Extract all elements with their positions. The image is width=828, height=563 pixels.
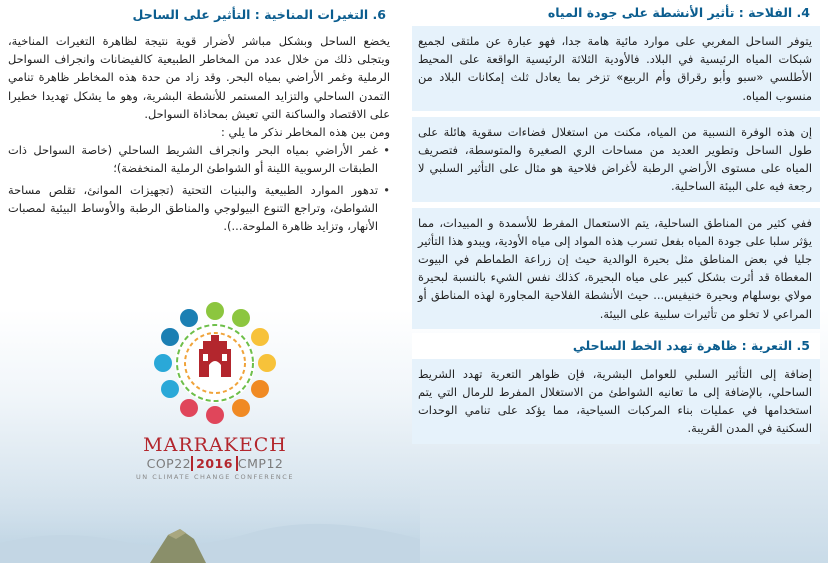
section-4-paragraph-2: إن هذه الوفرة النسبية من المياه، مكنت من استغلال فضاءات سقوية هائلة على طول الساحل وتطوير العديد من مساحات الري الصغيرة والمتوسطة، فتصريف المياه على مستوى الأراضي الرطبة لأغراض فلاحية هو مثال على التأثير السلبي لا رجعة فيه على البيئة الساحلية. bbox=[412, 117, 820, 202]
section-5-paragraph-1: إضافة إلى التأثير السلبي للعوامل البشرية، فإن ظواهر التعرية تهدد الشريط الساحلي، بالإضافة إلى ما تعانيه الشواطئ من الاستغلال المفرط للرمال التي يتم استخدامها في عمليات بناء المركبات السياحية، مما يؤكد على تنامي الوحدات السكنية في المدن القريبة. bbox=[412, 359, 820, 444]
section-6-paragraph-1: يخضع الساحل وبشكل مباشر لأضرار قوية نتيجة لظاهرة التغيرات المناخية، ويتجلى ذلك من خلال عدد من المخاطر الطبيعية كالفيضانات وانجراف السواحل الرملية وغمر الأراضي بمياه البحر. وقد زاد من حدة هذه المخاطر ظاهرة تنامي التمدن الساحلي والتزايد المستمر للأنشطة البشرية، وهو ما يشكل تهديدا خطيرا على الاقتصاد والساكنة التي تعيش بمحاذاة السواحل. bbox=[8, 34, 390, 121]
right-column bbox=[412, 0, 820, 444]
section-6-bullet-2: • تدهور الموارد الطبيعية والبنيات التحتية (تجهيزات الموانئ، تقلص مساحة الشواطئ، وتراجع التنوع البيولوجي والمناطق الرطبة والأوساط البيئية لمصبات الأنهار، وتزايد ظاهرة الملوحة...). bbox=[0, 181, 396, 236]
cop22-logo bbox=[120, 300, 310, 480]
section-4-heading: 4. الفلاحة : تأثير الأنشطة على جودة المياه bbox=[412, 0, 820, 26]
logo-tagline: UN CLIMATE CHANGE CONFERENCE bbox=[136, 473, 294, 481]
section-4-paragraph-3: ففي كثير من المناطق الساحلية، يتم الاستعمال المفرط للأسمدة و المبيدات، مما يؤثر سلبا على جودة المياه بفعل تسرب هذه المواد إلى مياه الأودية، ويبدو هذا التأثير جليا في بعض المناطق مثل بحيرة الوالدية حيث إن زراعة الطماطم في البيوت المغطاة قد أثرت بشكل كبير على مياه البحيرة، كذلك نفس الشيء بالنسبة لبحيرة مولاي بوسلهام وبحيرة خنيفيس... حيث الأنشطة الفلاحية المجاورة لهذه المناطق أو المراعي لا تخلو من تأثيرات سلبية على البيئة. bbox=[412, 208, 820, 329]
logo-conference-line bbox=[120, 456, 310, 471]
logo-year: 2016 bbox=[191, 456, 238, 471]
logo-cop: COP22 bbox=[146, 456, 192, 471]
section-6-heading: 6. التغيرات المناخية : التأثير على الساحل bbox=[0, 2, 396, 28]
section-6-paragraph-2: ومن بين هذه المخاطر نذكر ما يلي : bbox=[221, 125, 390, 140]
section-5-heading: 5. التعرية : ظاهرة تهدد الخط الساحلي bbox=[412, 333, 820, 359]
logo-city-name: MARRAKECH bbox=[143, 434, 287, 456]
section-6-bullet-1: • غمر الأراضي بمياه البحر وانجراف الشريط الساحلي (خاصة السواحل ذات الطبقات الرسوبية اللينة أو الشواطئ الرملية المنخفضة)؛ bbox=[0, 141, 396, 177]
section-4-paragraph-1: يتوفر الساحل المغربي على موارد مائية هامة جدا، فهو عبارة عن ملتقى لجميع شبكات المياه الرئيسية في البلاد. فالأودية الثلاثة الرئيسية الواقعة على المحيط الأطلسي «سبو وأبو رقراق وأم الربيع» تزخر بما يعادل ثلث إمكانات البلاد من منسوب المياه. bbox=[412, 26, 820, 111]
mountain-scenery-image bbox=[0, 473, 420, 563]
cop22-emblem-icon bbox=[152, 300, 278, 426]
logo-cmp: CMP12 bbox=[237, 456, 284, 471]
left-column bbox=[0, 0, 396, 235]
